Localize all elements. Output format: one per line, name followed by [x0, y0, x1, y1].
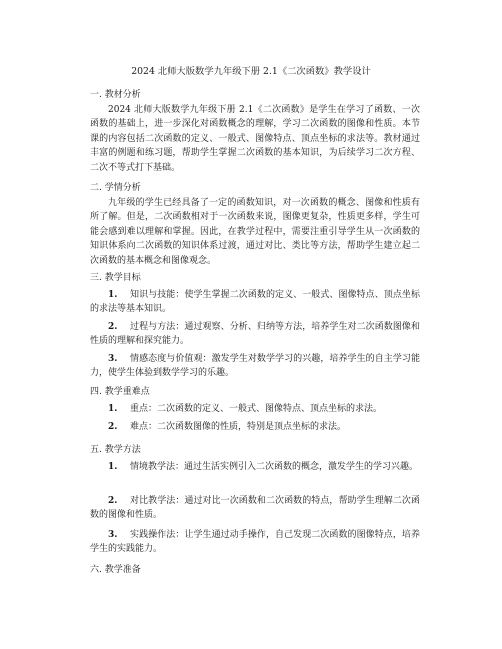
list-text: 难点：二次函数图像的性质，特别是顶点坐标的求法。 — [130, 422, 347, 432]
section-body-2: 九年级的学生已经具备了一定的函数知识，对一次函数的概念、图像和性质有所了解。但是，二次函数相对于一次函数来说，图像更复杂，性质更多样，学生可能会感到难以理解和掌握。因此，在教学过程中，需要注重引导学生从一次函数的知识体系向二次函数的知识体系过渡，通过对比、类比等方法，帮助学生建立起二次函数的基本概念和图像观念。 — [90, 198, 420, 266]
list-text: 重点：二次函数的定义、一般式、图像特点、顶点坐标的求法。 — [130, 404, 383, 414]
section-heading-6: 六. 教学准备 — [90, 565, 141, 575]
list-text: 情境教学法：通过生活实例引入二次函数的概念，激发学生的学习兴趣。 — [130, 462, 419, 472]
list-text: 情感态度与价值观：激发学生对数学学习的兴趣，培养学生的自主学习能力，使学生体验到数学学习的乐趣。 — [90, 354, 420, 379]
list-number: 1. — [108, 404, 118, 414]
list-item — [90, 352, 420, 381]
list-number: 3. — [108, 530, 118, 540]
list-number: 1. — [108, 290, 118, 300]
section-heading-5: 五. 教学方法 — [90, 445, 141, 455]
list-text: 过程与方法：通过观察、分析、归纳等方法，培养学生对二次函数图像和性质的理解和探究能力。 — [90, 322, 420, 347]
list-number: 1. — [108, 462, 118, 472]
list-number: 3. — [108, 354, 118, 364]
list-item — [90, 402, 420, 416]
list-text: 知识与技能：使学生掌握二次函数的定义、一般式、图像特点、顶点坐标的求法等基本知识。 — [90, 290, 420, 315]
list-item — [90, 460, 420, 474]
document-title: 2024 北师大版数学九年级下册 2.1《二次函数》教学设计 — [131, 66, 371, 77]
list-item — [90, 288, 420, 317]
section-heading-3: 三. 教学目标 — [90, 273, 141, 283]
section-heading-1: 一. 教材分析 — [90, 90, 141, 100]
list-number: 2. — [108, 322, 118, 332]
list-item — [90, 494, 420, 523]
list-number: 2. — [108, 496, 118, 506]
section-body-1: 2024 北师大版数学九年级下册 2.1《二次函数》是学生在学习了函数、一次函数的基础上，进一步深化对函数概念的理解，学习二次函数的图像和性质。本节课的内容包括二次函数的定义、一般式、图像特点、顶点坐标的求法等。教材通过丰富的例题和练习题，帮助学生掌握二次函数的基本知识，为后续学习二次方程、二次不等式打下基础。 — [90, 105, 420, 173]
list-text: 对比教学法：通过对比一次函数和二次函数的特点，帮助学生理解二次函数的图像和性质。 — [90, 496, 420, 521]
section-heading-4: 四. 教学重难点 — [90, 387, 150, 397]
list-number: 2. — [108, 422, 118, 432]
list-item — [90, 528, 420, 557]
list-text: 实践操作法：让学生通过动手操作，自己发现二次函数的图像特点，培养学生的实践能力。 — [90, 530, 420, 555]
section-heading-2: 二. 学情分析 — [90, 183, 141, 193]
list-item — [90, 320, 420, 349]
list-item — [90, 420, 420, 434]
